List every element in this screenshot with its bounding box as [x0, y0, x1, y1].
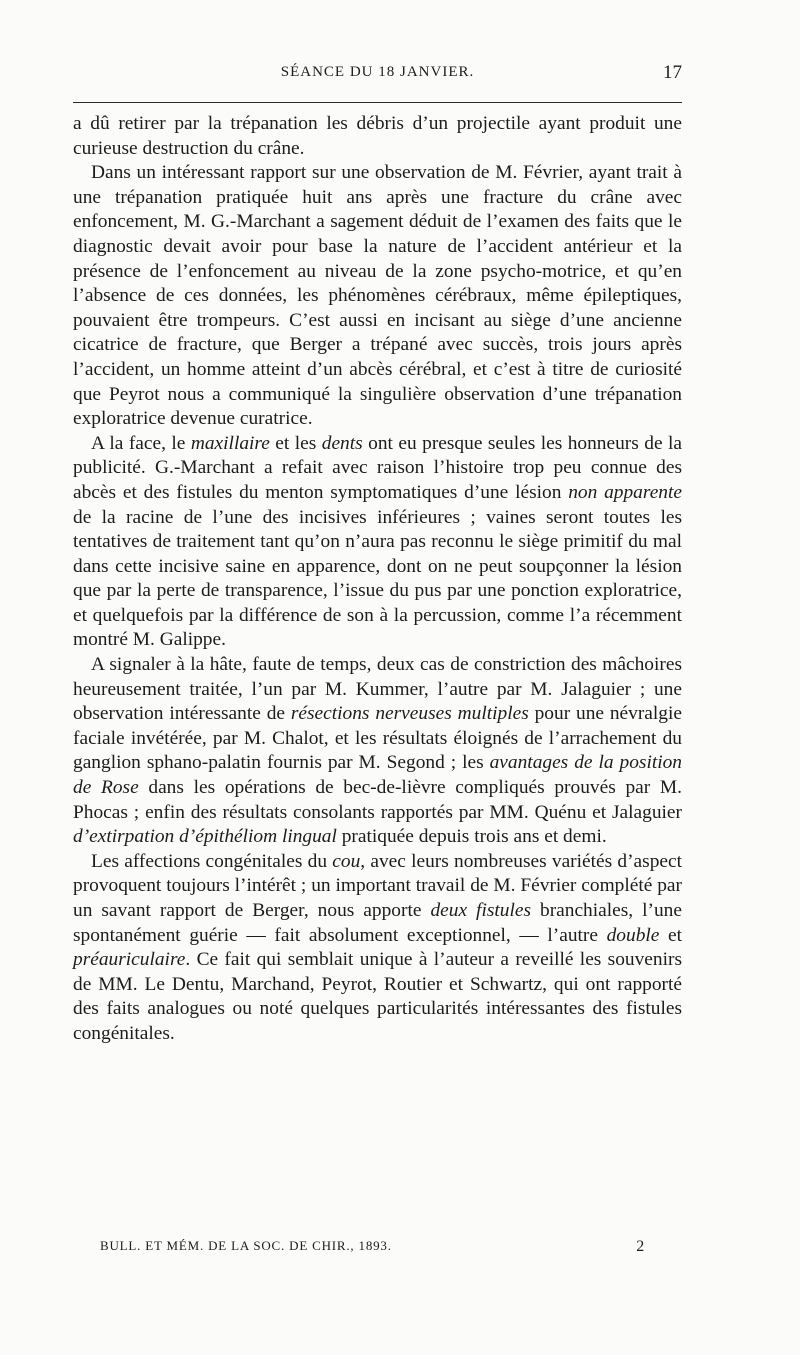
text-run: branchiales, l’une spontanément guérie — fait absolument exceptionnel, — l’autre [73, 900, 682, 946]
text-run: . Ce fait qui semblait unique à l’auteur a reveillé les souvenirs de MM. Le Dentu, Marchand, Peyrot, Routier et Schwartz, qui ont rapporté des faits analogues ou noté quelques particularités intéressantes des fistules congénitales. [73, 949, 682, 1044]
italic-run: d’extirpation d’épithéliom lingual [73, 826, 337, 848]
text-run: A la face, le [91, 432, 191, 454]
italic-run: deux fistules [430, 900, 531, 921]
text-run: A signaler à la hâte, faute de temps, deux cas de constriction des mâchoires heureusement traitée, l’un par M. Kummer, l’autre par M. Jalaguier ; une observation intéressante de [73, 654, 682, 725]
italic-run: cou [332, 850, 361, 872]
text-run: ont eu presque seules les honneurs de la publicité. G.-Marchant a refait avec raison l’histoire trop peu connue des abcès et des fistules du menton symptomatiques d’une lésion [73, 432, 683, 503]
text-run: , avec leurs nombreuses variétés d’aspect provoquent toujours l’intérêt ; un important travail de M. Février complété par un savant rapport de Berger, nous apporte [73, 850, 682, 921]
paragraph [73, 653, 682, 850]
paragraph [73, 161, 682, 432]
italic-run: résections nerveuses multiples [290, 703, 529, 725]
text-run: dans les opérations de bec-de-lièvre compliqués prouvés par M. Phocas ; enfin des résultats consolants rapportés par MM. Quénu et Jalaguier [73, 777, 682, 823]
italic-run: avantages de la position de Rose [73, 752, 682, 799]
footer-citation: BULL. ET MÉM. DE LA SOC. DE CHIR., 1893. [100, 1238, 392, 1253]
text-run: pratiquée depuis trois ans et demi. [336, 826, 607, 848]
text-run: de la racine de l’une des incisives inférieures ; vaines seront toutes les tentatives de traitement tant qu’on n’aura pas reconnu le siège primitif du mal dans cette incisive saine en apparence, dont on ne peut soupçonner la lésion que par la perte de transparence, l’issue du pus par une ponction exploratrice, et quelquefois par la différence de son à la percussion, comme l’a récemment montré M. Galippe. [73, 506, 682, 651]
text-run: pour une névralgie faciale invétérée, par M. Chalot, et les résultats éloignés de l’arrachement du ganglion sphano-palatin fournis par M. Segond ; les [73, 703, 682, 774]
italic-run: non apparente [568, 481, 682, 503]
paragraph [73, 432, 682, 653]
signature-mark: 2 [636, 1238, 645, 1255]
body-text [73, 112, 682, 1047]
paragraph [73, 112, 682, 161]
italic-run: maxillaire [190, 432, 270, 454]
text-run: Dans un intéressant rapport sur une observation de M. Février, ayant trait à une trépanation pratiquée huit ans après une fracture du crâne avec enfoncement, M. G.-Marchant a sagement déduit de l’examen des faits que le diagnostic devait avoir pour base la nature de l’accident antérieur et la présence de l’enfoncement au niveau de la zone psycho-motrice, et qu’en l’absence de ces données, les phénomènes cérébraux, même épileptiques, pouvaient être trompeurs. C’est aussi en incisant au siège d’une ancienne cicatrice de fracture, que Berger a trépané avec succès, trois jours après l’accident, un homme atteint d’un abcès cérébral, et c’est à titre de curiosité que Peyrot nous a communiqué la singulière observation d’une trépanation exploratrice devenue curatrice. [73, 162, 682, 430]
page-number: 17 [663, 62, 682, 83]
text-run: a dû retirer par la trépanation les débris d’un projectile ayant produit une curieuse destruction du crâne. [73, 113, 682, 159]
italic-run: dents [321, 432, 363, 454]
italic-run: double [606, 924, 660, 946]
page-header [73, 62, 682, 103]
italic-run: préauriculaire [73, 949, 186, 971]
page-footer [100, 1238, 645, 1254]
running-title: SÉANCE DU 18 JANVIER. [280, 64, 475, 80]
text-run: Les affections congénitales du [91, 850, 333, 872]
paragraph [73, 850, 682, 1047]
text-run: et [659, 924, 682, 946]
text-run: et les [269, 432, 322, 454]
